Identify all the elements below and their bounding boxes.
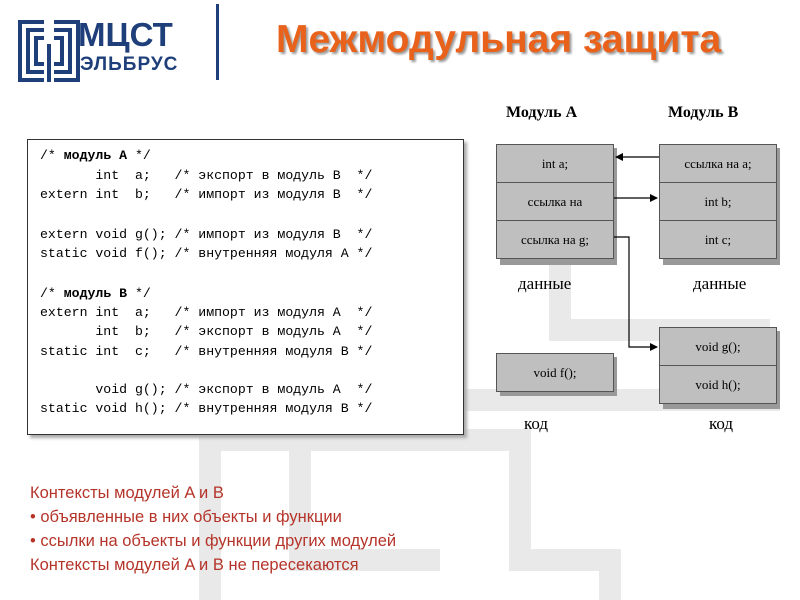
code-line: /* модуль B */ bbox=[40, 286, 151, 301]
summary-line-3: • ссылки на объекты и функции других модулей bbox=[30, 532, 397, 550]
code-line: static int c; /* внутренняя модуля B */ bbox=[40, 344, 373, 359]
module-b-cell-int-c: int c; bbox=[659, 220, 777, 259]
code-line: int a; /* экспорт в модуль B */ bbox=[40, 168, 373, 183]
module-b-cell-ref-a: ссылка на a; bbox=[659, 144, 777, 183]
module-b-heading: модуль B bbox=[63, 286, 128, 301]
code-line: static void h(); /* внутренняя модуля B */ bbox=[40, 401, 373, 416]
logo-name-bottom: ЭЛЬБРУС bbox=[80, 54, 179, 75]
module-a-code-void-f: void f(); bbox=[496, 353, 614, 392]
module-b-label: Модуль B bbox=[668, 104, 739, 121]
module-a-code-label: код bbox=[524, 414, 549, 433]
logo-name-top: МЦСТ bbox=[78, 16, 173, 53]
module-a-data-label: данные bbox=[518, 274, 572, 293]
code-line: /* модуль A */ bbox=[40, 148, 151, 163]
code-line: extern int a; /* импорт из модуля A */ bbox=[40, 305, 373, 320]
arrow-ref-g-to-void-g bbox=[614, 237, 657, 347]
slide-title: Межмодульная защита bbox=[276, 18, 722, 61]
module-a-cell-ref-b: ссылка на bbox=[496, 182, 614, 221]
module-b-data-label: данные bbox=[693, 274, 747, 293]
code-listing bbox=[27, 139, 464, 435]
logo-divider bbox=[216, 4, 219, 80]
module-b-cell-int-b: int b; bbox=[659, 182, 777, 221]
summary-line-2: • объявленные в них объекты и функции bbox=[30, 508, 342, 526]
code-line: static void f(); /* внутренняя модуля A */ bbox=[40, 246, 373, 261]
module-b-code-void-h: void h(); bbox=[659, 365, 777, 404]
code-line: int b; /* экспорт в модуль A */ bbox=[40, 324, 373, 339]
module-b-code-void-g: void g(); bbox=[659, 327, 777, 366]
module-a-heading: модуль A bbox=[63, 148, 128, 163]
logo-mark-icon bbox=[18, 20, 80, 82]
code-line: extern int b; /* импорт из модуля B */ bbox=[40, 187, 373, 202]
module-b-code-label: код bbox=[709, 414, 734, 433]
code-line: extern void g(); /* импорт из модуля B */ bbox=[40, 227, 373, 242]
code-line: void g(); /* экспорт в модуль A */ bbox=[40, 382, 373, 397]
module-a-cell-ref-g: ссылка на g; bbox=[496, 220, 614, 259]
module-a-cell-int-a: int a; bbox=[496, 144, 614, 183]
module-a-label: Модуль A bbox=[506, 104, 578, 121]
summary-line-1: Контексты модулей A и B bbox=[30, 484, 224, 502]
summary-line-4: Контексты модулей A и B не пересекаются bbox=[30, 556, 359, 574]
